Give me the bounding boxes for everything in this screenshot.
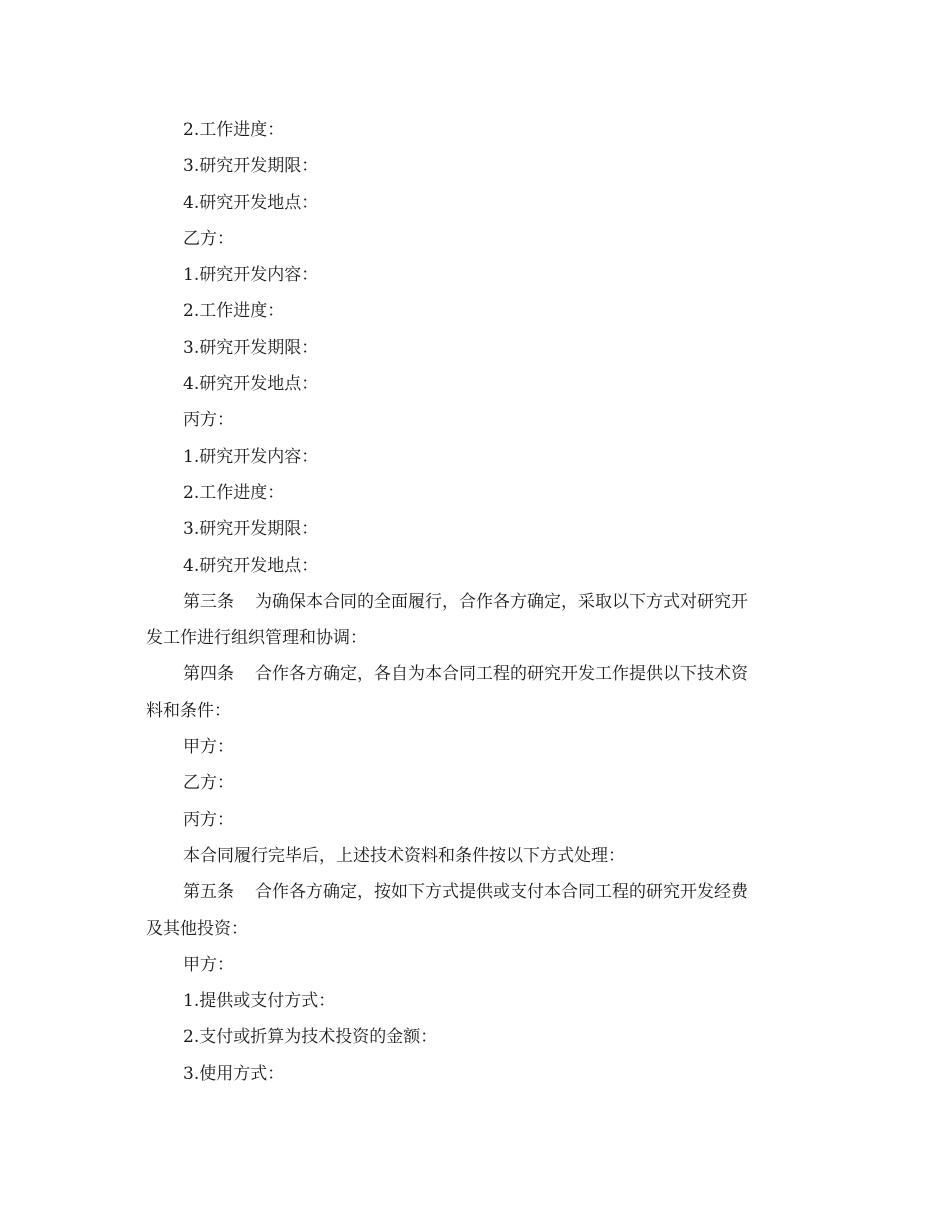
line-text: 3.研究开发期限： xyxy=(183,337,319,358)
text-line xyxy=(146,148,802,184)
article-number: 第五条 xyxy=(183,882,234,903)
line-text: 乙方： xyxy=(183,773,234,794)
line-text: 2.支付或折算为技术投资的金额： xyxy=(183,1027,438,1048)
line-text: 3.研究开发期限： xyxy=(183,156,319,177)
text-line xyxy=(146,802,802,838)
line-text: 甲方： xyxy=(183,954,234,975)
article-line xyxy=(146,584,802,620)
line-text: 丙方： xyxy=(183,410,234,431)
text-line xyxy=(146,729,802,765)
line-text: 合作各方确定，各自为本合同工程的研究开发工作提供以下技术资 xyxy=(255,664,748,685)
text-line xyxy=(146,511,802,547)
line-text: 2.工作进度： xyxy=(183,120,285,140)
text-line xyxy=(146,693,802,729)
line-text: 本合同履行完毕后，上述技术资料和条件按以下方式处理： xyxy=(183,845,625,866)
line-text: 1.研究开发内容： xyxy=(183,446,319,467)
line-text: 1.研究开发内容： xyxy=(183,265,319,286)
article-number: 第三条 xyxy=(183,591,234,612)
line-text: 2.工作进度： xyxy=(183,301,285,322)
line-text: 4.研究开发地点： xyxy=(183,192,319,213)
text-line xyxy=(146,765,802,801)
article-line xyxy=(146,874,802,910)
line-text: 合作各方确定，按如下方式提供或支付本合同工程的研究开发经费 xyxy=(255,882,748,903)
text-line xyxy=(146,983,802,1019)
text-line xyxy=(146,620,802,656)
line-text: 丙方： xyxy=(183,809,234,830)
line-text: 3.使用方式： xyxy=(183,1063,285,1084)
line-text: 为确保本合同的全面履行，合作各方确定，采取以下方式对研究开 xyxy=(255,591,748,612)
article-number: 第四条 xyxy=(183,664,234,685)
line-text: 发工作进行组织管理和协调： xyxy=(146,628,367,649)
text-line xyxy=(146,112,802,148)
document-body xyxy=(146,112,802,1092)
line-text: 1.提供或支付方式： xyxy=(183,991,336,1012)
line-text: 及其他投资： xyxy=(146,918,248,939)
text-line xyxy=(146,257,802,293)
line-text: 甲方： xyxy=(183,737,234,758)
text-line xyxy=(146,1019,802,1055)
line-text: 4.研究开发地点： xyxy=(183,555,319,576)
text-line xyxy=(146,911,802,947)
line-text: 3.研究开发期限： xyxy=(183,519,319,540)
text-line xyxy=(146,439,802,475)
text-line xyxy=(146,293,802,329)
text-line xyxy=(146,1056,802,1092)
line-text: 2.工作进度： xyxy=(183,482,285,503)
text-line xyxy=(146,475,802,511)
text-line xyxy=(146,838,802,874)
text-line xyxy=(146,330,802,366)
text-line xyxy=(146,947,802,983)
text-line xyxy=(146,185,802,221)
text-line xyxy=(146,366,802,402)
text-line xyxy=(146,402,802,438)
line-text: 4.研究开发地点： xyxy=(183,374,319,395)
text-line xyxy=(146,221,802,257)
text-line xyxy=(146,548,802,584)
line-text: 乙方： xyxy=(183,228,234,249)
line-text: 料和条件： xyxy=(146,700,231,721)
article-line xyxy=(146,656,802,692)
